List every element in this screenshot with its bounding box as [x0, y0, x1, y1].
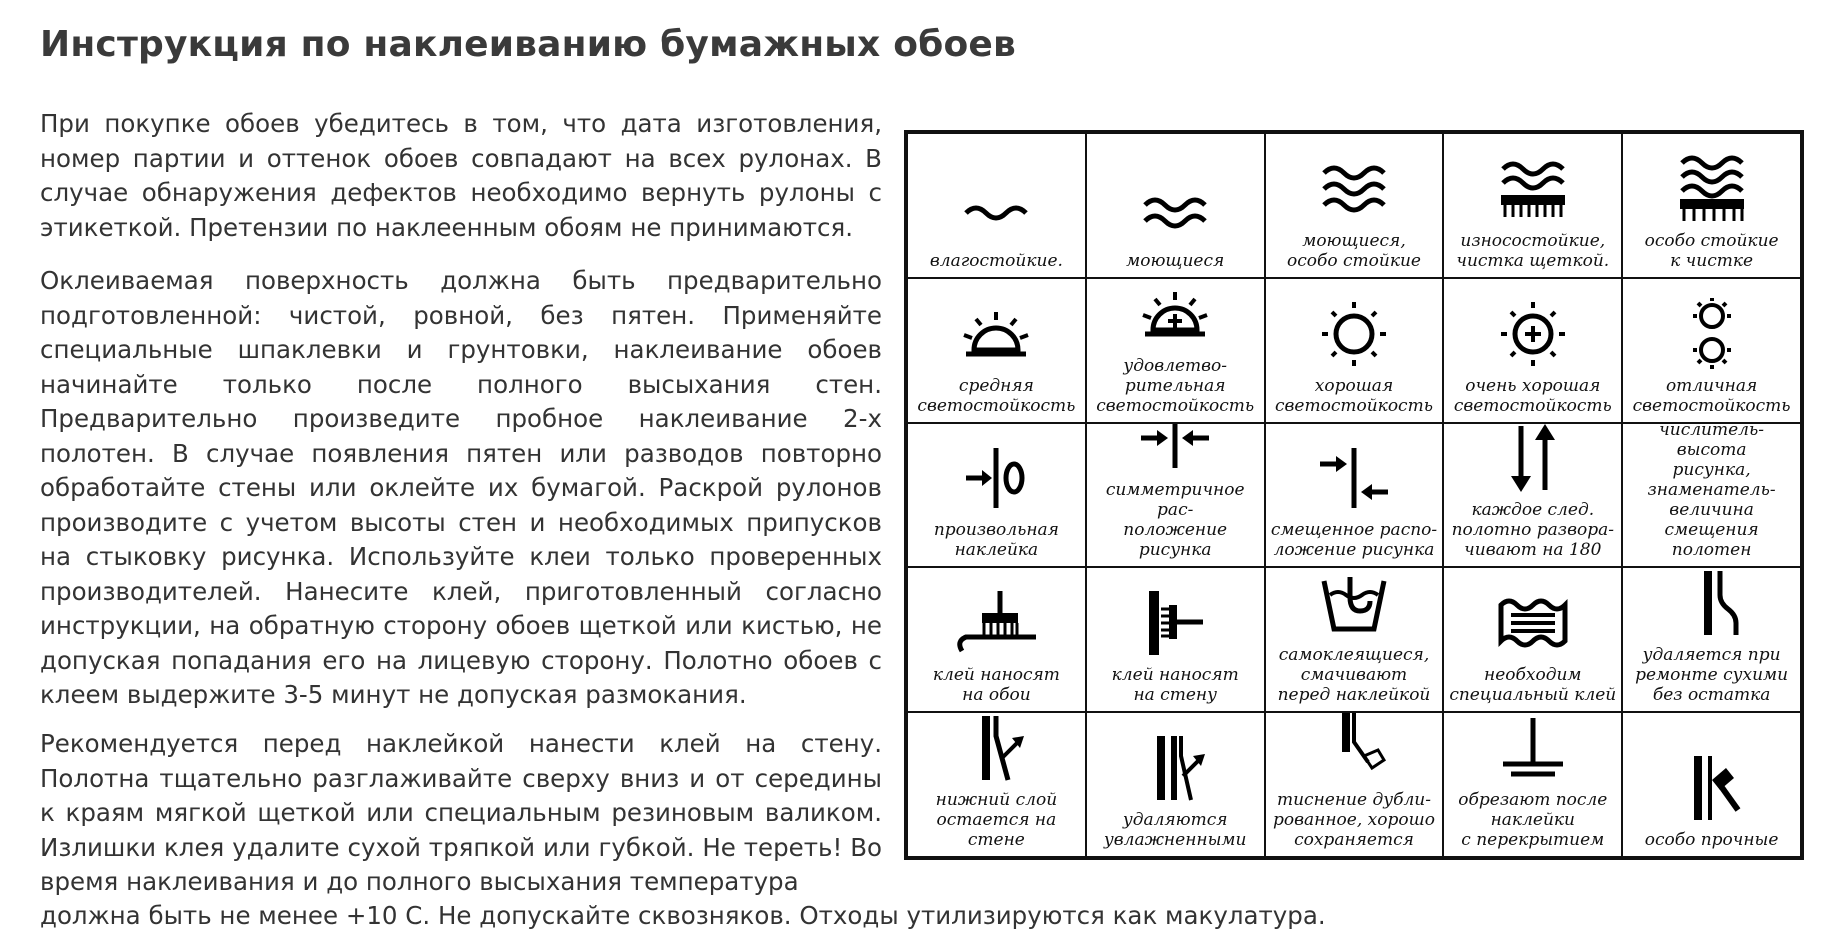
symbol-caption: клей наносят на обои	[932, 665, 1060, 706]
paragraph-preparation: Оклеиваемая поверхность должна быть предварительно подготовленной: чистой, ровной, без пятен. Применяйте специальные шпаклевки и грунтовки, наклеивание обоев начинайте только после полного высыхания стен. Предварительно произведите пробное наклеивание 2-х полотен. В случае появления пятен или разводов повторно обработайте стены или оклейте их бумагой. Раскрой рулонов производите с учетом высоты стен и необходимых припусков на стыковку рисунка. Используйте клеи только проверенных производителей. Нанесите клей, приготовленный согласно инструкции, на обратную сторону обоев щеткой или кистью, не допуская попадания его на лицевую сторону. Полотно обоев с клеем выдержите 3-5 минут не допуская размокания.	[40, 266, 882, 709]
symbol-cell-prepasted	[1265, 567, 1444, 712]
symbol-caption: очень хорошая светостойкость	[1453, 375, 1612, 416]
symbol-cell-wet-removable	[1086, 712, 1265, 857]
overlap-cut-icon	[1485, 712, 1581, 784]
peel-wet-icon	[1127, 732, 1223, 804]
symbol-caption: клей наносят на стену	[1111, 665, 1239, 706]
symbol-cell-special-adhesive	[1443, 567, 1622, 712]
symbol-cell-offset-match	[1265, 423, 1444, 568]
symbol-caption: моющиеся	[1126, 250, 1225, 271]
strip-off-icon	[1664, 567, 1760, 639]
symbol-cell-medium-lightfast	[907, 278, 1086, 423]
offset-arrows-bar-icon	[1306, 442, 1402, 514]
emboss-brush-icon	[1306, 712, 1402, 784]
water-basin-icon	[1306, 567, 1402, 639]
symbol-cell-straight-match	[1086, 423, 1265, 568]
brush-on-wallpaper-icon	[948, 587, 1044, 659]
symbol-caption: самоклеящиеся, смачивают перед наклейкой	[1277, 645, 1431, 706]
half-sun-icon	[948, 298, 1044, 370]
symbol-cell-scrubbable	[1443, 133, 1622, 278]
peel-layer-icon	[948, 712, 1044, 784]
symbol-cell-extra-scrubbable	[1622, 133, 1801, 278]
waves-brush-bold-icon	[1664, 153, 1760, 225]
waves-brush-icon	[1485, 153, 1581, 225]
symbol-caption: хорошая светостойкость	[1275, 375, 1433, 416]
symbol-caption: нижний слой остается на стене	[935, 790, 1058, 850]
symbol-cell-repeat-offset	[1622, 423, 1801, 568]
up-down-arrows-icon	[1485, 423, 1581, 495]
symbol-caption: моющиеся, особо стойкие	[1286, 230, 1421, 271]
double-sun-icon	[1664, 298, 1760, 370]
symbol-caption: числитель-высота рисунка, знаменатель- величина смещения полотен	[1647, 422, 1776, 561]
symbol-caption: износостойкие, чистка щеткой.	[1456, 230, 1610, 271]
symbol-caption: удаляется при ремонте сухими без остатка	[1635, 645, 1789, 706]
symbol-caption: необходим специальный клей	[1449, 665, 1617, 706]
symbol-caption: удовлетво- рительная светостойкость	[1096, 355, 1255, 416]
symbol-cell-overlap-and-cut	[1443, 712, 1622, 857]
arrows-to-bar-icon	[1127, 423, 1223, 475]
brush-on-wall-icon	[1127, 587, 1223, 659]
wallpaper-symbols-table	[904, 130, 1804, 860]
symbol-cell-duplex-embossed	[1265, 712, 1444, 857]
symbol-caption: отличная светостойкость	[1632, 375, 1791, 416]
symbol-caption: средняя светостойкость	[917, 375, 1076, 416]
symbol-cell-paste-the-wall	[1086, 567, 1265, 712]
one-wave-icon	[948, 173, 1044, 245]
symbol-caption: произвольная наклейка	[933, 520, 1059, 561]
symbol-cell-washable	[1086, 133, 1265, 278]
symbol-caption: особо стойкие к чистке	[1644, 230, 1779, 271]
symbol-caption: особо прочные	[1644, 830, 1779, 850]
symbol-caption: симметричное рас- положение рисунка	[1105, 480, 1245, 561]
symbol-caption: обрезают после наклейки с перекрытием	[1458, 790, 1608, 850]
symbol-cell-reverse-hanging	[1443, 423, 1622, 568]
symbol-cell-good-lightfast	[1265, 278, 1444, 423]
symbol-cell-excellent-lightfast	[1622, 278, 1801, 423]
three-waves-icon	[1306, 153, 1402, 225]
symbol-cell-peelable	[907, 712, 1086, 857]
symbol-cell-satisfactory-lightfast	[1086, 278, 1265, 423]
sun-icon	[1306, 298, 1402, 370]
paragraph-last-line: должна быть не менее +10 С. Не допускайте сквозняков. Отходы утилизируются как макулатура.	[40, 901, 1326, 930]
page-title: Инструкция по наклеиванию бумажных обоев	[40, 24, 1017, 65]
arrow-bar-zero-icon	[948, 442, 1044, 514]
two-waves-icon	[1127, 173, 1223, 245]
sun-plus-icon	[1485, 298, 1581, 370]
symbol-cell-free-match	[907, 423, 1086, 568]
symbol-caption: смещенное распо- ложение рисунка	[1270, 520, 1438, 561]
symbol-caption: удаляются увлажненными	[1103, 810, 1247, 850]
symbol-cell-very-washable	[1265, 133, 1444, 278]
symbol-caption: каждое след. полотно развора- чивают на 180	[1451, 500, 1614, 561]
symbol-cell-moisture-resistant	[907, 133, 1086, 278]
symbol-cell-dry-strippable	[1622, 567, 1801, 712]
symbol-caption: тиснение дубли- рованное, хорошо сохраняется	[1273, 790, 1435, 850]
paragraph-purchase: При покупке обоев убедитесь в том, что дата изготовления, номер партии и оттенок обоев совпадают на всех рулонах. В случае обнаружения дефектов необходимо вернуть рулоны с этикеткой. Претензии по наклеенным обоям не принимаются.	[40, 109, 882, 242]
symbol-cell-extra-strong	[1622, 712, 1801, 857]
paragraph-application: Рекомендуется перед наклейкой нанести клей на стену. Полотна тщательно разглаживайте сверху вниз и от середины к краям мягкой щеткой или специальным резиновым валиком. Излишки клея удалите сухой тряпкой или губкой. Не тереть! Во время наклеивания и до полного высыхания температура	[40, 729, 882, 896]
half-sun-plus-icon	[1127, 278, 1223, 350]
symbol-cell-paste-the-paper	[907, 567, 1086, 712]
symbol-caption: влагостойкие.	[929, 250, 1063, 271]
special-glue-icon	[1485, 587, 1581, 659]
symbol-cell-very-good-lightfast	[1443, 278, 1622, 423]
hammer-icon	[1664, 752, 1760, 824]
